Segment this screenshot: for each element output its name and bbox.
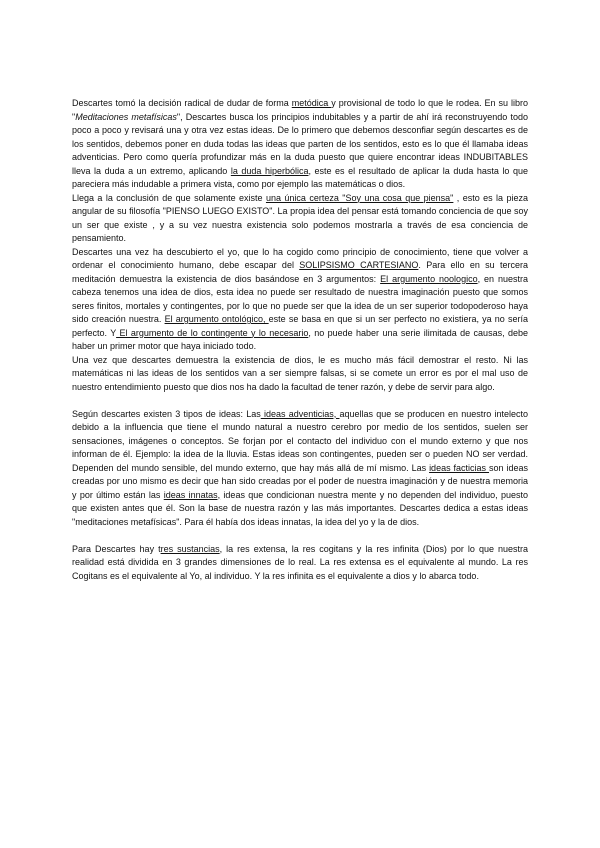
underlined-term: SOLIPSISMO CARTESIANO (299, 260, 419, 270)
underlined-term: metódica (291, 98, 332, 108)
underlined-term: la duda hiperbólica (230, 165, 309, 176)
text-run: este se basa en que si un ser perfecto no existiera, ya no sería perfecto. Y (72, 314, 528, 338)
paragraph-metodo (72, 97, 528, 192)
book-title: Meditaciones metafísicas (75, 111, 177, 122)
underlined-term: ideas adventicias, (260, 408, 340, 419)
underlined-term: El argumento noologico (380, 273, 478, 284)
text-run: y provisional de todo lo que le rodea. En su libro " (72, 98, 528, 122)
text-run: , en nuestra cabeza tenemos una idea de dios, esta idea no puede ser resultado de nuestra imaginación puesto que somos seres finitos, mortales y contingentes, por lo que no puede ser que la idea de un ser superior todopoderoso haya sido creación nuestra. (72, 273, 528, 324)
text-run: Llega a la conclusión de que solamente existe (72, 192, 266, 203)
document-page (72, 97, 528, 583)
underlined-term: El argumento ontológico, (164, 314, 269, 324)
text-run: Descartes una vez ha descubierto el yo, que lo ha cogido como principio de conocimiento, tiene que volver a ordenar el conocimiento humano, debe escapar del (72, 246, 528, 270)
paragraph-dios (72, 246, 528, 354)
text-run: , este es el resultado de aplicar la duda hasta lo que pareciera más indudable a primera vista, como por ejemplo las matemáticas o dios. (72, 165, 528, 189)
text-run: . Para ello en su tercera meditación demuestra la existencia de dios basándose en 3 argumentos: (72, 260, 528, 284)
underlined-term: ideas innatas, (163, 489, 221, 500)
text-run: ", Descartes busca los principios indubitables y a partir de ahí irá reconstruyendo todo poco a poco y revisará una y otra vez estas ideas. De lo primero que debemos desconfiar según descartes es de los sentidos, debemos poner en duda todas las ideas que parten de los sentidos, esto es lo que él llamaba ideas adventicias. Pero como quería profundizar más en la duda puesto que quiere encontrar ideas INDUBITABLES lleva la duda a un extremo, aplicando (72, 111, 528, 176)
text-run: Según descartes existen 3 tipos de ideas: Las (72, 408, 261, 419)
text-run: Una vez que descartes demuestra la existencia de dios, le es mucho más fácil demostrar el resto. Ni las matemáticas ni las ideas de los sentidos van a ser siempre falsas, si se comete un error es por el mal uso de nuestro entendimiento puesto que dios nos ha dado la facultad de tener razón, y debe de servir para algo. (72, 354, 528, 392)
text-run: ideas que condicionan nuestra mente y no dependen del individuo, puesto que existen antes que él. Son la base de nuestra razón y las más importantes. Descartes dedica a estas ideas "meditaciones metafísicas". Para él había dos ideas innatas, la idea del yo y la de dios. (72, 489, 528, 527)
paragraph-resto (72, 354, 528, 395)
text-run: Para Descartes hay t (72, 543, 161, 554)
paragraph-cogito (72, 192, 528, 246)
text-run: , la res extensa, la res cogitans y la res infinita (Dios) por lo que nuestra realidad está dividida en 3 grandes dimensiones de lo real. La res extensa es el equivalente al mundo. La res Cogitans es el equivalente al Yo, al individuo. Y la res infinita es el equivalente a dios y lo abarca todo. (72, 543, 528, 581)
underlined-term: res sustancias (160, 543, 220, 554)
paragraph-ideas (72, 408, 528, 530)
text-run: son ideas creadas por uno mismo es decir que han sido creadas por el poder de nuestra imaginación y de nuestra memoria y por último están las (72, 462, 529, 500)
text-run: , esto es la pieza angular de su filosofía "PIENSO LUEGO EXISTO". La propia idea del pensar está tomando conciencia de que soy un ser que existe , y a su vez nuestra existencia solo podemos mostrarla a través de esa conciencia de pensamiento. (72, 192, 528, 243)
text-run: Descartes tomó la decisión radical de dudar de forma (72, 98, 292, 108)
paragraph-sustancias (72, 543, 528, 584)
underlined-term: una única certeza "Soy una cosa que piensa" (265, 192, 454, 203)
underlined-term: ideas facticias (429, 462, 490, 473)
underlined-term: El argumento de lo contingente y lo necesario (116, 327, 309, 338)
text-run: aquellas que se producen en nuestro intelecto debido a la influencia que tiene el mundo natural a nuestro cerebro por medio de los sentidos, suelen ser sensaciones, imágenes o conceptos. Se forjan por el contacto del individuo con el mundo externo y que nos informan de él. Ejemplo: la idea de la lluvia. Estas ideas son contingentes, pueden ser o pueden NO ser verdad. Dependen del mundo sensible, del mundo externo, que hay más allá de mí mismo. Las (72, 408, 528, 473)
text-run: , no puede haber una serie ilimitada de causas, debe haber un primer motor que haya iniciado todo. (72, 327, 528, 351)
